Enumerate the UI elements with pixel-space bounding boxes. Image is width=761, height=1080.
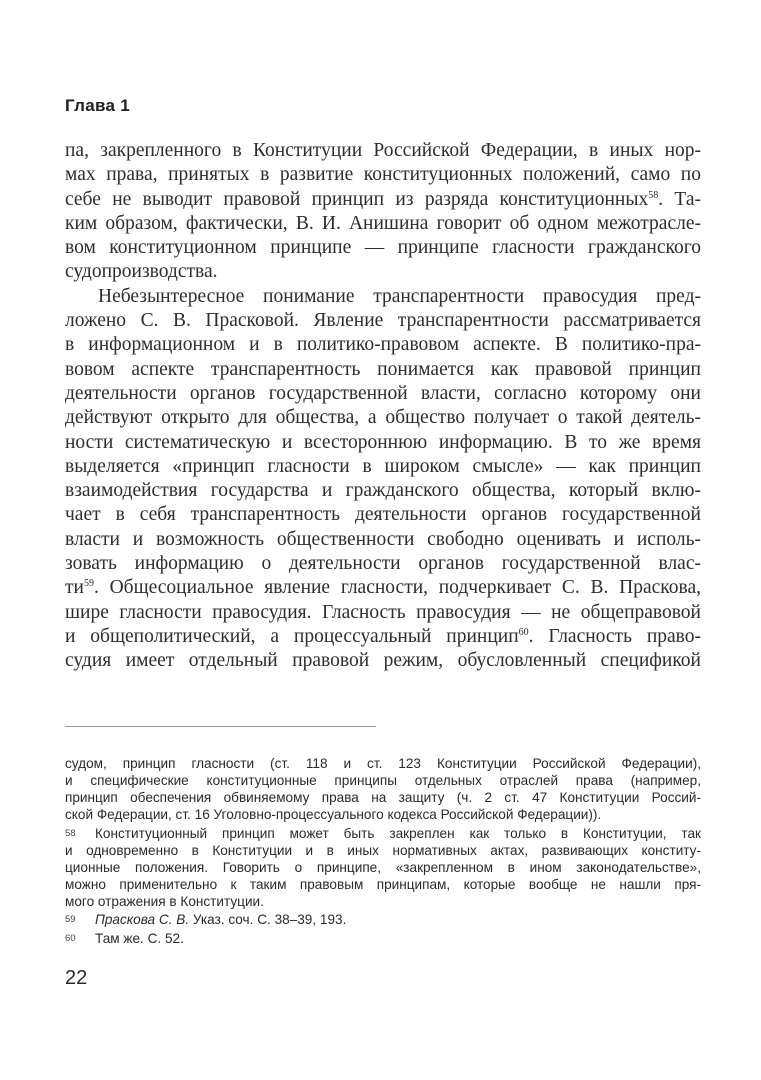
footnote-line <box>65 772 701 789</box>
footnote-ref: 59 <box>83 578 94 590</box>
footnote-text: можно применительно к таким правовым принципам, которые вообще не нашли пря- <box>65 876 701 892</box>
line-text: ти <box>65 577 84 599</box>
footnote-number: 58 <box>65 827 76 839</box>
text-line <box>65 358 701 382</box>
line-text: зовать информацию о деятельности органов государственной влас- <box>65 553 701 575</box>
footnote-text: судом, принцип гласности (ст. 118 и ст. 123 Конституции Российской Федерации), <box>65 756 701 771</box>
line-text: ким образом, фактически, В. И. Анишина говорит об одном межотрасле- <box>65 212 701 234</box>
line-text: и общеполитический, а процессуальный принцип <box>65 625 519 647</box>
footnote-line <box>65 876 701 893</box>
footnote-text-part: Там же. С. 52. <box>95 930 184 946</box>
line-text: себе не выводит правовой принцип из разряда конституционных <box>65 188 649 210</box>
footnote-line <box>65 911 701 928</box>
line-text: вом конституционном принципе — принципе гласности гражданского <box>65 237 701 259</box>
footnote-line <box>65 930 701 947</box>
footnote-text <box>95 930 701 947</box>
line-text: шире гласности правосудия. Гласность правосудия — не общеправовой <box>65 601 701 623</box>
line-text: власти и возможность общественности свободно оценивать и исполь- <box>65 528 701 550</box>
line-text: вовом аспекте транспарентность понимается как правовой принцип <box>65 358 701 380</box>
text-line <box>65 333 701 357</box>
line-text: . Гласность право- <box>528 625 702 647</box>
footnote-line <box>65 859 701 876</box>
line-text: Небезынтересное понимание транспарентности правосудия пред- <box>98 285 701 307</box>
text-line <box>65 260 701 284</box>
footnote-line <box>65 842 701 859</box>
text-line <box>65 382 701 406</box>
footnote-text: мого отражения в Конституции. <box>65 893 264 909</box>
text-line <box>65 236 701 260</box>
text-line <box>65 479 701 503</box>
footnote-text-part: Конституционный принцип может быть закреплен как только в Конституции, так <box>95 825 701 841</box>
footnote-text: ской Федерации, ст. 16 Уголовно-процессуального кодекса Российской Федерации)). <box>65 807 602 822</box>
line-text: . Общесоциальное явление гласности, подчеркивает С. В. Праскова, <box>93 577 701 599</box>
text-line <box>65 601 701 625</box>
text-line <box>65 163 701 187</box>
footnote-text-part: Указ. соч. С. 38–39, 193. <box>189 912 347 927</box>
line-text: действуют открыто для общества, а общество получает о такой деятель- <box>65 407 701 429</box>
line-text: . Та- <box>658 188 701 210</box>
line-text: судопроизводства. <box>65 261 218 283</box>
footnote-text: принцип обеспечения обвиняемому права на защиту (ч. 2 ст. 47 Конституции Россий- <box>65 790 701 805</box>
text-line <box>65 503 701 527</box>
footnote-line <box>65 755 701 772</box>
footnote-line <box>65 806 701 823</box>
footnote-line <box>65 893 701 910</box>
footnote-text: и одновременно в Конституции и в иных нормативных актах, развивающих конститу- <box>65 842 701 858</box>
line-text: ности систематическую и всестороннюю информацию. В то же время <box>65 431 701 453</box>
footnotes <box>65 755 701 947</box>
text-line <box>65 576 701 600</box>
main-text <box>65 139 701 674</box>
footnote-ref: 58 <box>648 189 659 201</box>
page-number: 22 <box>65 967 88 989</box>
text-line <box>65 309 701 333</box>
text-line <box>65 528 701 552</box>
text-line <box>65 139 701 163</box>
line-text: в информационном и в политико-правовом аспекте. В политико-пра- <box>65 334 701 356</box>
footnote-text: ционные положения. Говорить о принципе, «закрепленном в ином законодательстве», <box>65 859 701 875</box>
text-line <box>65 406 701 430</box>
text-line <box>65 212 701 236</box>
footnote-number: 60 <box>65 932 76 944</box>
text-line <box>65 455 701 479</box>
footnote-ref: 60 <box>518 626 529 638</box>
line-text: деятельности органов государственной власти, согласно которому они <box>65 382 701 404</box>
footnote-author: Праскова С. В. <box>95 912 190 927</box>
footnote-line <box>65 789 701 806</box>
text-line <box>65 285 701 309</box>
line-text: па, закрепленного в Конституции Российской Федерации, в иных нор- <box>65 140 701 161</box>
text-line <box>65 188 701 212</box>
footnote-text: и специфические конституционные принципы отдельных отраслей права (например, <box>65 773 701 788</box>
text-line <box>65 625 701 649</box>
chapter-heading: Глава 1 <box>65 96 131 115</box>
footnote-line <box>65 825 701 842</box>
footnote-text <box>95 911 701 928</box>
text-line <box>65 552 701 576</box>
line-text: взаимодействия государства и гражданского общества, который вклю- <box>65 480 701 502</box>
footnote-text <box>95 825 701 842</box>
text-line <box>65 431 701 455</box>
line-text: судия имеет отдельный правовой режим, обусловленный спецификой <box>65 650 701 672</box>
line-text: ложено С. В. Прасковой. Явление транспарентности рассматривается <box>65 310 701 332</box>
line-text: выделяется «принцип гласности в широком смысле» — как принцип <box>65 455 701 477</box>
text-line <box>65 649 701 673</box>
footnote-number: 59 <box>65 914 76 925</box>
line-text: мах права, принятых в развитие конституционных положений, само по <box>65 164 701 186</box>
footnote-separator <box>65 726 376 727</box>
line-text: чает в себя транспарентность деятельности органов государственной <box>65 504 701 526</box>
